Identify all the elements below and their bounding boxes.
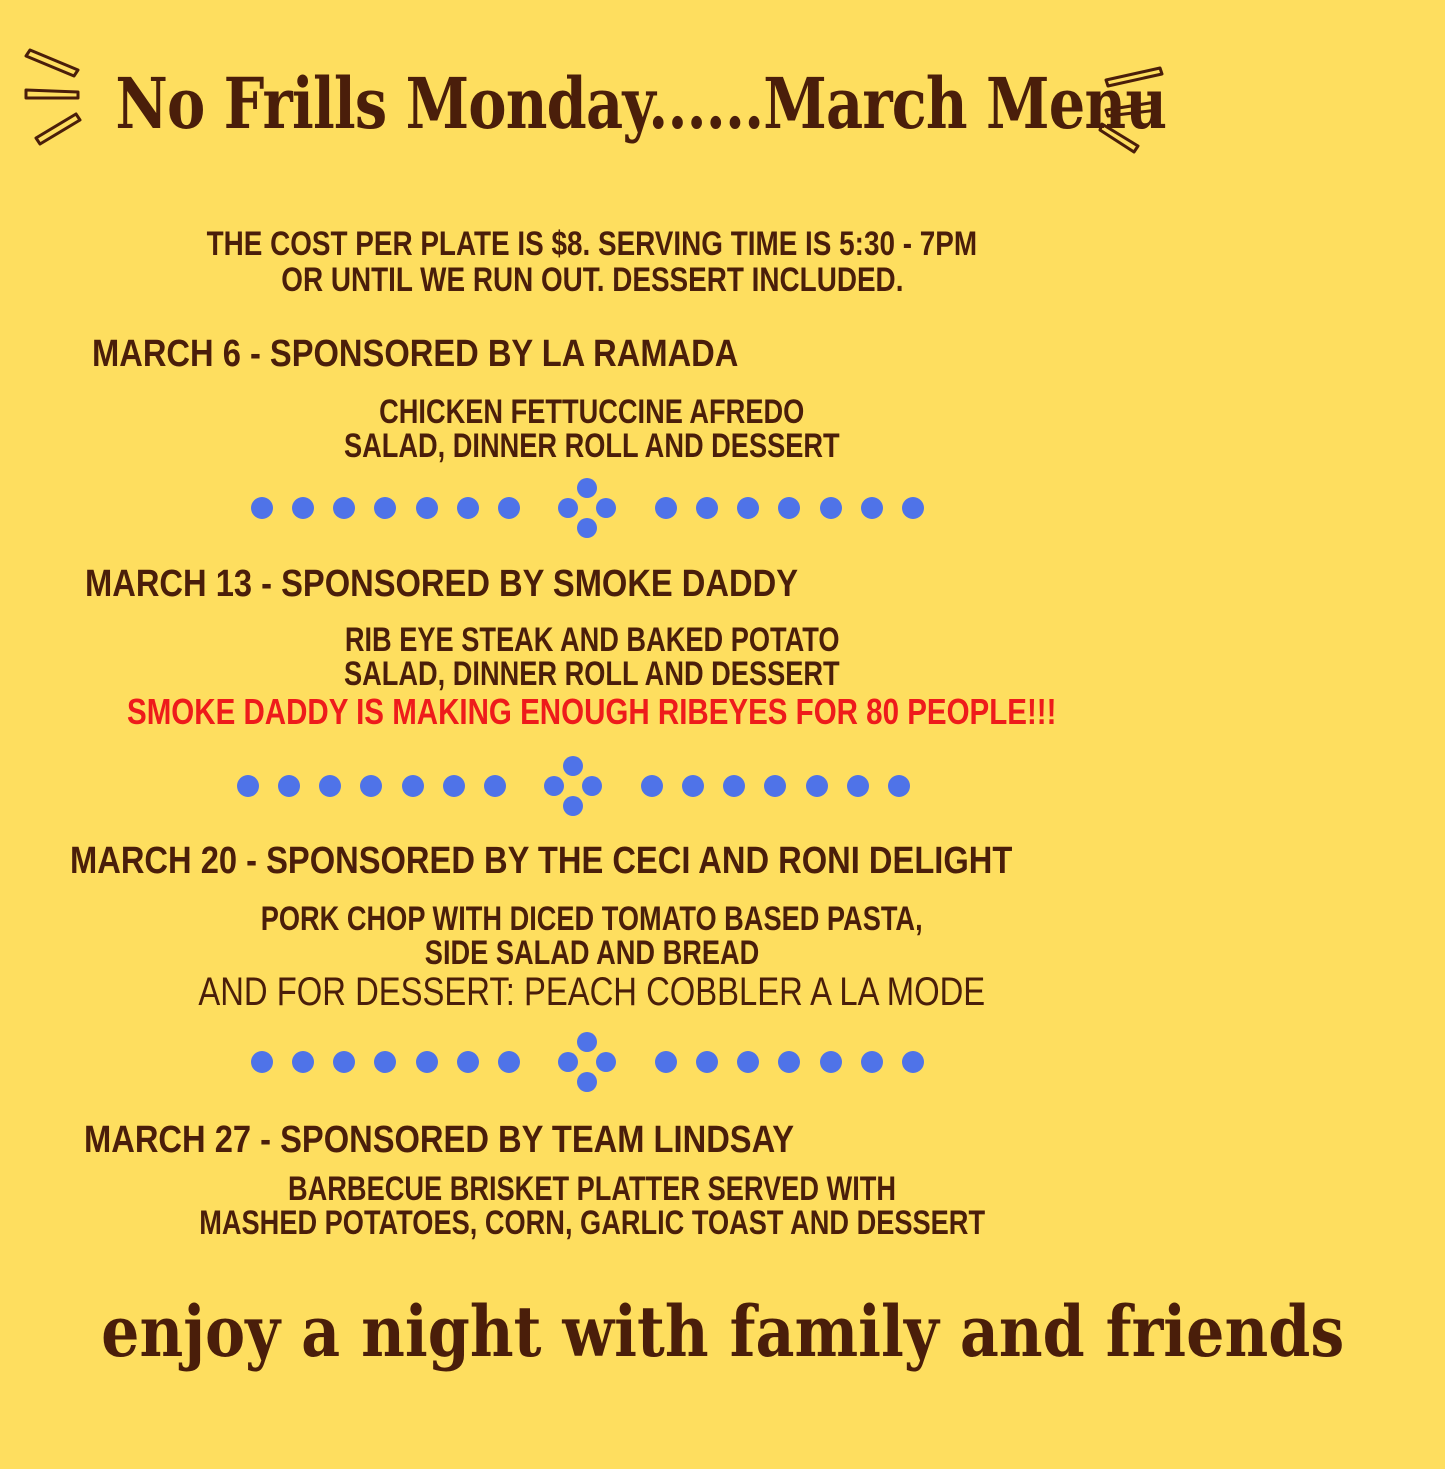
- dessert-line: AND FOR DESSERT: PEACH COBBLER A LA MODE: [198, 970, 986, 1014]
- event-heading-march-27: MARCH 27 - SPONSORED BY TEAM LINDSAY: [84, 1119, 794, 1161]
- menu-line: SALAD, DINNER ROLL AND DESSERT: [344, 655, 840, 693]
- menu-line: SIDE SALAD AND BREAD: [424, 934, 760, 972]
- event-menu-march-20: [0, 902, 1184, 970]
- event-menu-march-6: [0, 395, 1184, 463]
- event-heading-march-6: MARCH 6 - SPONSORED BY LA RAMADA: [92, 333, 739, 375]
- price-line: THE COST PER PLATE IS $8. SERVING TIME IS 5:30 - 7PM: [206, 225, 978, 263]
- event-menu-march-27: [0, 1172, 1184, 1240]
- footer-tagline: enjoy a night with family and friends: [101, 1290, 1345, 1373]
- dot-divider: [226, 756, 926, 818]
- price-info: [0, 226, 1184, 298]
- smoke-daddy-alert: SMOKE DADDY IS MAKING ENOUGH RIBEYES FOR 80 PEOPLE!!!: [127, 691, 1057, 732]
- menu-line: PORK CHOP WITH DICED TOMATO BASED PASTA,: [261, 900, 923, 938]
- menu-line: RIB EYE STEAK AND BAKED POTATO: [344, 621, 840, 659]
- dot-divider: [240, 478, 940, 540]
- menu-line: BARBECUE BRISKET PLATTER SERVED WITH: [287, 1170, 896, 1208]
- menu-line: CHICKEN FETTUCCINE AFREDO: [379, 393, 805, 431]
- event-heading-march-20: MARCH 20 - SPONSORED BY THE CECI AND RONI DELIGHT: [70, 840, 1013, 882]
- page-title: No Frills Monday......March Menu: [115, 62, 1167, 145]
- dot-divider: [240, 1032, 940, 1094]
- right-burst-icon: [1098, 60, 1168, 160]
- event-heading-march-13: MARCH 13 - SPONSORED BY SMOKE DADDY: [85, 563, 799, 605]
- event-menu-march-13: [0, 623, 1184, 691]
- menu-line: SALAD, DINNER ROLL AND DESSERT: [344, 427, 840, 465]
- menu-line: MASHED POTATOES, CORN, GARLIC TOAST AND DESSERT: [199, 1204, 985, 1242]
- hours-line: OR UNTIL WE RUN OUT. DESSERT INCLUDED.: [280, 261, 904, 299]
